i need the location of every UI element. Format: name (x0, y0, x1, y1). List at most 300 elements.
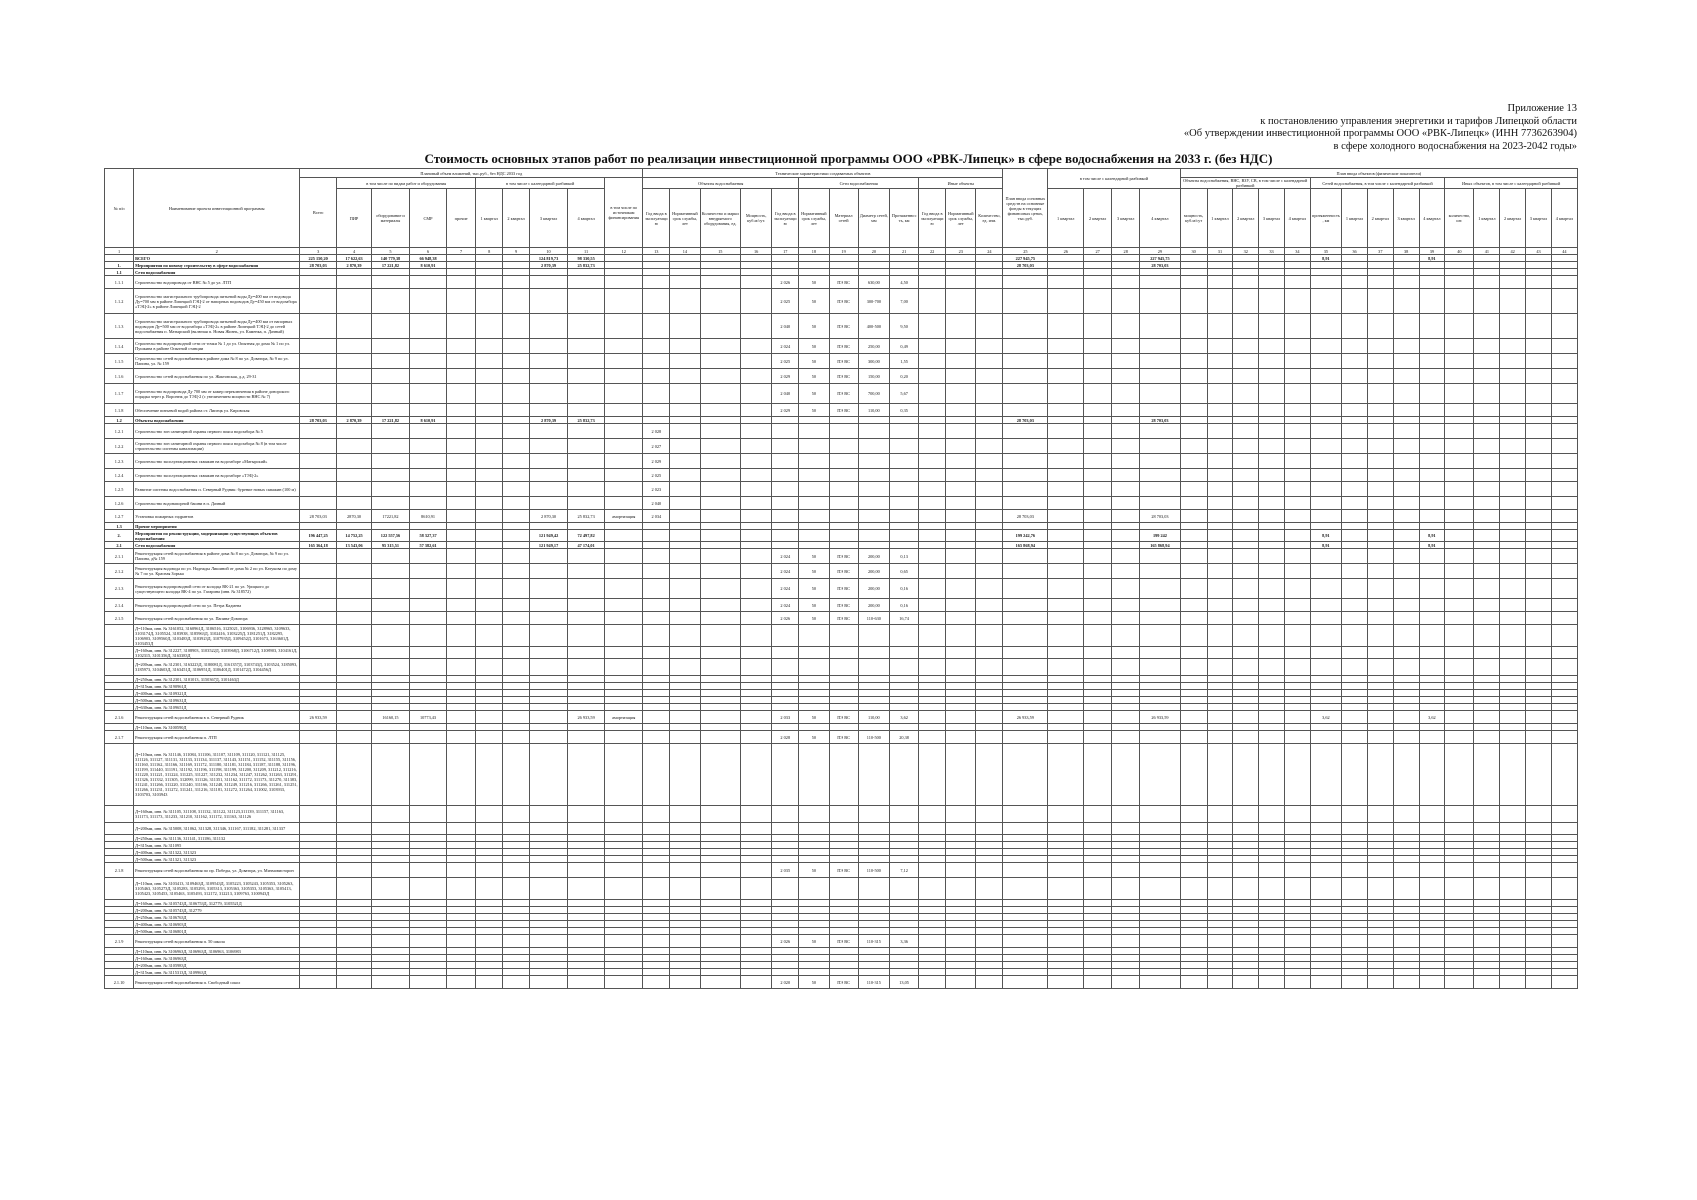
cell-fa-q1 (1048, 900, 1084, 907)
cell-pir (337, 339, 372, 354)
cell-total (300, 863, 337, 878)
cell-oc-q1 (1474, 647, 1500, 659)
cell-obj-year (643, 369, 670, 384)
cell-st-pow (1180, 542, 1207, 549)
cell-oc-q3 (1526, 744, 1552, 806)
cell-life (799, 683, 829, 690)
cell-obj-year (643, 969, 670, 976)
cell-src (605, 612, 643, 625)
cell-oyear (919, 683, 946, 690)
cell-fa-q2 (1084, 711, 1112, 724)
cell-obj-qty (700, 704, 740, 711)
column-number: 15 (700, 248, 740, 255)
cell-smr (410, 469, 447, 482)
cell-oc-qty (1445, 469, 1474, 482)
cell-oc-q3 (1526, 276, 1552, 289)
cell-fa-q4 (1140, 835, 1180, 842)
cell-year (772, 969, 799, 976)
cell-obj-qty (700, 542, 740, 549)
cell-q2 (503, 921, 530, 928)
cell-olife (946, 823, 976, 835)
cell-oc-q2 (1500, 647, 1526, 659)
cell-q2 (503, 928, 530, 935)
cell-q1 (476, 900, 503, 907)
cell-total (300, 314, 337, 339)
cell-obj-life (670, 289, 700, 314)
cell-fa-q4 (1140, 369, 1180, 384)
cell-life: 50 (799, 935, 829, 948)
cell-fa-q3 (1112, 579, 1140, 599)
cell-q4 (568, 289, 605, 314)
cell-diam: 200,00 (858, 549, 889, 564)
table-row (105, 863, 1578, 878)
cell-st-q2 (1233, 921, 1259, 928)
cell-mat (829, 454, 858, 469)
cell-q2 (503, 510, 530, 523)
cell-year: 2 024 (772, 549, 799, 564)
cell-oc-qty (1445, 404, 1474, 417)
cell-obj-life (670, 744, 700, 806)
cell-oc-q2 (1500, 849, 1526, 856)
cell-num: 1.2.5 (105, 482, 134, 497)
cell-oth (447, 497, 476, 510)
cell-obj-year (643, 878, 670, 900)
cell-q1 (476, 744, 503, 806)
cell-mat (829, 676, 858, 683)
cell-len-q2 (1367, 579, 1393, 599)
cell-len-q4 (1419, 955, 1445, 962)
table-row (105, 921, 1578, 928)
cell-obj-qty (700, 907, 740, 914)
cell-mat: ПЭ ВС (829, 731, 858, 744)
cell-oc-q1 (1474, 683, 1500, 690)
cell-q3 (530, 647, 568, 659)
cell-oc-q4 (1551, 314, 1577, 339)
cell-diam (858, 676, 889, 683)
cell-len-q2 (1367, 744, 1393, 806)
cell-oth (447, 510, 476, 523)
cell-smr: 8 610,91 (410, 417, 447, 424)
cell-st-q4 (1284, 276, 1310, 289)
cell-fa-q4 (1140, 856, 1180, 863)
cell-obj-year (643, 683, 670, 690)
cell-oc-q2 (1500, 823, 1526, 835)
cell-oyear (919, 900, 946, 907)
cell-oc-q2 (1500, 969, 1526, 976)
cell-fa-q4 (1140, 921, 1180, 928)
cell-len (890, 482, 919, 497)
cell-obj-life (670, 564, 700, 579)
cell-len-q2 (1367, 863, 1393, 878)
cell-fa-q2 (1084, 921, 1112, 928)
cell-total (300, 842, 337, 849)
cell-oc-q4 (1551, 497, 1577, 510)
cell-oqty (976, 900, 1003, 907)
cell-len (890, 469, 919, 482)
cell-fa-q4 (1140, 948, 1180, 955)
cell-oc-q1 (1474, 439, 1500, 454)
cell-st-q4 (1284, 921, 1310, 928)
cell-st-q2 (1233, 928, 1259, 935)
cell-life (799, 497, 829, 510)
cell-q2 (503, 955, 530, 962)
cell-len: 0,16 (890, 579, 919, 599)
cell-q3 (530, 497, 568, 510)
cell-q3 (530, 523, 568, 530)
cell-len: 20,38 (890, 731, 919, 744)
cell-st-q1 (1207, 744, 1233, 806)
cell-len-q3 (1393, 404, 1419, 417)
cell-oqty (976, 724, 1003, 731)
cell-oyear (919, 697, 946, 704)
appendix-line-3: «Об утверждении инвестиционной программы ООО «РВК-Липецк» (ИНН 7736263904) (1183, 128, 1577, 139)
cell-st-q2 (1233, 269, 1259, 276)
cell-oyear (919, 276, 946, 289)
cell-obj-year (643, 962, 670, 969)
cell-year (772, 469, 799, 482)
cell-eq: 95 315,51 (371, 542, 409, 549)
cell-len-q4: 8,91 (1419, 255, 1445, 262)
cell-diam (858, 469, 889, 482)
cell-smr (410, 928, 447, 935)
cell-st-q1 (1207, 647, 1233, 659)
header-other: прочие (447, 189, 476, 248)
cell-pir (337, 424, 372, 439)
cell-q2 (503, 969, 530, 976)
cell-q3 (530, 384, 568, 404)
cell-mat (829, 690, 858, 697)
cell-src (605, 354, 643, 369)
cell-obj-year (643, 955, 670, 962)
cell-oyear (919, 354, 946, 369)
cell-st-pow (1180, 314, 1207, 339)
cell-pir (337, 711, 372, 724)
cell-len-q3 (1393, 900, 1419, 907)
cell-src (605, 704, 643, 711)
cell-src (605, 369, 643, 384)
cell-fa-q4 (1140, 731, 1180, 744)
header-name: Наименование проекта инвестиционной программы (134, 169, 300, 248)
cell-obj-qty (700, 955, 740, 962)
cell-q3: 2 870,30 (530, 510, 568, 523)
cell-oc-q2 (1500, 731, 1526, 744)
cell-name: Д=110мм, инв. № 3161052, 3160961Д, 3106516, 3125021, 3106936, 3128965, 3109633, 3103174Д, 3105524, 3183938, 3185963Д, 3102416, 3103225Д, 3181251Д, 3182295, 3106903, 3109560Д, 3103483Д, 3103923Д, 3107935Д, 3109452Д, 3101673, 3163601Д, 3103453Д (134, 625, 300, 647)
cell-st-q4 (1284, 969, 1310, 976)
cell-life (799, 269, 829, 276)
cell-oc-q2 (1500, 510, 1526, 523)
cell-q3 (530, 599, 568, 612)
cell-src (605, 976, 643, 989)
cell-oc-q4 (1551, 542, 1577, 549)
cell-len-q1 (1342, 497, 1368, 510)
cell-src (605, 262, 643, 269)
cell-oc-qty (1445, 625, 1474, 647)
cell-st-q4 (1284, 697, 1310, 704)
cell-year (772, 690, 799, 697)
cell-eq (371, 842, 409, 849)
cell-diam (858, 744, 889, 806)
cell-oqty (976, 269, 1003, 276)
cell-oc-q4 (1551, 704, 1577, 711)
cell-fa-q1 (1048, 878, 1084, 900)
cell-fa-q1 (1048, 856, 1084, 863)
cell-st-pow (1180, 731, 1207, 744)
cell-pir (337, 907, 372, 914)
cell-obj-year (643, 935, 670, 948)
cell-pir (337, 276, 372, 289)
cell-oc-q2 (1500, 404, 1526, 417)
cell-oyear (919, 935, 946, 948)
table-row (105, 724, 1578, 731)
cell-len (890, 900, 919, 907)
cell-oc-q2 (1500, 806, 1526, 823)
cell-fa-q3 (1112, 530, 1140, 542)
cell-fa-q4 (1140, 659, 1180, 676)
cell-num: 2.1.8 (105, 863, 134, 878)
cell-total (300, 549, 337, 564)
cell-pir (337, 921, 372, 928)
cell-q2 (503, 454, 530, 469)
cell-eq (371, 731, 409, 744)
cell-obj-qty (700, 928, 740, 935)
cell-fa-q3 (1112, 262, 1140, 269)
cell-smr (410, 659, 447, 676)
cell-oc-q4 (1551, 835, 1577, 842)
cell-len-q1 (1342, 683, 1368, 690)
cell-olife (946, 948, 976, 955)
cell-st-q2 (1233, 731, 1259, 744)
cell-q2 (503, 354, 530, 369)
cell-q2 (503, 914, 530, 921)
cell-len-q3 (1393, 842, 1419, 849)
cell-src (605, 530, 643, 542)
cell-oc-q2 (1500, 255, 1526, 262)
cell-fa-q1 (1048, 914, 1084, 921)
cell-st-q3 (1259, 835, 1285, 842)
cell-smr (410, 842, 447, 849)
cell-pir (337, 612, 372, 625)
cell-len-q4 (1419, 900, 1445, 907)
cell-olife (946, 921, 976, 928)
cell-st-pow (1180, 269, 1207, 276)
cell-olife (946, 962, 976, 969)
cell-year (772, 823, 799, 835)
cell-st-pow (1180, 384, 1207, 404)
cell-len (890, 269, 919, 276)
cell-oc-q2 (1500, 842, 1526, 849)
cell-fa-q4 (1140, 935, 1180, 948)
cell-q2 (503, 704, 530, 711)
cell-obj-life (670, 711, 700, 724)
cell-obj-cap (740, 835, 771, 842)
cell-q1 (476, 976, 503, 989)
cell-oyear (919, 417, 946, 424)
cell-len-km (1310, 612, 1341, 625)
cell-st-q3 (1259, 935, 1285, 948)
column-number: 1 (105, 248, 134, 255)
cell-len-q2 (1367, 690, 1393, 697)
cell-oc-q1 (1474, 731, 1500, 744)
cell-len-q4 (1419, 849, 1445, 856)
cell-oc-q1 (1474, 510, 1500, 523)
column-number: 5 (371, 248, 409, 255)
cell-name: Д=500мм, инв. № 3109631Д (134, 697, 300, 704)
cell-st-pow (1180, 354, 1207, 369)
cell-smr (410, 612, 447, 625)
cell-len-q3 (1393, 823, 1419, 835)
table-row (105, 424, 1578, 439)
cell-num (105, 676, 134, 683)
cell-life (799, 969, 829, 976)
cell-oc-q1 (1474, 599, 1500, 612)
cell-fa-q2 (1084, 424, 1112, 439)
cell-oth (447, 523, 476, 530)
cell-len-km: 3,62 (1310, 711, 1341, 724)
cell-fa-q4 (1140, 439, 1180, 454)
cell-oc-q1 (1474, 969, 1500, 976)
cell-fa: 28 703,03 (1003, 262, 1048, 269)
cell-obj-year (643, 704, 670, 711)
cell-st-pow (1180, 976, 1207, 989)
cell-oc-qty (1445, 711, 1474, 724)
cell-fa-q4: 227 945,75 (1140, 255, 1180, 262)
cell-oqty (976, 564, 1003, 579)
cell-oc-q1 (1474, 579, 1500, 599)
cell-st-q1 (1207, 856, 1233, 863)
cell-fa-q1 (1048, 424, 1084, 439)
cell-oth (447, 955, 476, 962)
cell-fa-q1 (1048, 549, 1084, 564)
header-other-objects: Иные объекты (919, 178, 1003, 189)
cell-obj-qty (700, 599, 740, 612)
cell-len-q1 (1342, 823, 1368, 835)
cell-len-q2 (1367, 900, 1393, 907)
cell-oc-qty (1445, 878, 1474, 900)
cell-oc-q2 (1500, 907, 1526, 914)
cell-total (300, 704, 337, 711)
cell-fa-q3 (1112, 599, 1140, 612)
cell-total (300, 289, 337, 314)
cell-q2 (503, 339, 530, 354)
cell-pir (337, 579, 372, 599)
cell-fa (1003, 384, 1048, 404)
table-row (105, 354, 1578, 369)
cell-q1 (476, 262, 503, 269)
cell-q4 (568, 659, 605, 676)
cell-oc-q1 (1474, 962, 1500, 969)
cell-smr (410, 404, 447, 417)
cell-oc-q2 (1500, 697, 1526, 704)
cell-oc-q4 (1551, 369, 1577, 384)
cell-obj-qty (700, 384, 740, 404)
cell-st-pow (1180, 863, 1207, 878)
cell-oc-qty (1445, 724, 1474, 731)
cell-q4: 25 832,73 (568, 262, 605, 269)
cell-oc-q4 (1551, 612, 1577, 625)
cell-st-q1 (1207, 907, 1233, 914)
cell-smr (410, 439, 447, 454)
cell-st-q4 (1284, 469, 1310, 482)
cell-oc-q4 (1551, 424, 1577, 439)
cell-smr (410, 454, 447, 469)
cell-len: 0,35 (890, 404, 919, 417)
cell-fa-q3 (1112, 676, 1140, 683)
cell-oc-q1 (1474, 863, 1500, 878)
cell-oc-q2 (1500, 928, 1526, 935)
cell-oc-q3 (1526, 523, 1552, 530)
cell-mat (829, 962, 858, 969)
cell-mat (829, 510, 858, 523)
cell-obj-cap (740, 510, 771, 523)
cell-len-q1 (1342, 907, 1368, 914)
cell-fa-q2 (1084, 697, 1112, 704)
cell-q2 (503, 849, 530, 856)
cell-fa (1003, 647, 1048, 659)
cell-q4: 26 933,59 (568, 711, 605, 724)
cell-q1 (476, 510, 503, 523)
cell-st-q1 (1207, 659, 1233, 676)
cell-len-q4 (1419, 659, 1445, 676)
cell-olife (946, 969, 976, 976)
cell-len-q4 (1419, 835, 1445, 842)
cell-obj-cap (740, 404, 771, 417)
cell-fa (1003, 969, 1048, 976)
cell-len-q4: 8,91 (1419, 542, 1445, 549)
cell-obj-cap (740, 907, 771, 914)
cell-st-q2 (1233, 314, 1259, 339)
cell-q2 (503, 469, 530, 482)
cell-life (799, 914, 829, 921)
cell-fa (1003, 676, 1048, 683)
cell-num: 1.2.6 (105, 497, 134, 510)
cell-name: Реконструкция сетей водоснабжения в районе дома № 8 по ул. Доватора, № 9 по ул. Папина, д№ 159 (134, 549, 300, 564)
column-number: 43 (1526, 248, 1552, 255)
cell-year (772, 856, 799, 863)
cell-fa-q1 (1048, 683, 1084, 690)
cell-fa-q4: 28 703,03 (1140, 417, 1180, 424)
cell-fa-q2 (1084, 454, 1112, 469)
column-number: 16 (740, 248, 771, 255)
cell-q1 (476, 914, 503, 921)
cell-olife (946, 955, 976, 962)
cell-oth (447, 549, 476, 564)
cell-st-q1 (1207, 849, 1233, 856)
cell-st-q3 (1259, 659, 1285, 676)
cell-q2 (503, 731, 530, 744)
cell-q4 (568, 914, 605, 921)
table-row (105, 289, 1578, 314)
cell-name: Развитие системы водоснабжения п. Северный Рудник: бурение новых скважин (100 м) (134, 482, 300, 497)
cell-q2 (503, 599, 530, 612)
cell-oc-q4 (1551, 454, 1577, 469)
cell-oc-q4 (1551, 955, 1577, 962)
cell-oc-q4 (1551, 928, 1577, 935)
cell-oyear (919, 806, 946, 823)
cell-oc-q1 (1474, 711, 1500, 724)
cell-obj-year (643, 928, 670, 935)
cell-olife (946, 404, 976, 417)
cell-obj-life (670, 856, 700, 863)
cell-len-q4 (1419, 676, 1445, 683)
cell-mat (829, 921, 858, 928)
cell-oc-q3 (1526, 976, 1552, 989)
cell-st-pow (1180, 647, 1207, 659)
cell-num: 1. (105, 262, 134, 269)
cell-len-q3 (1393, 384, 1419, 404)
cell-oth (447, 676, 476, 683)
cell-oc-q4 (1551, 962, 1577, 969)
cell-q1 (476, 579, 503, 599)
